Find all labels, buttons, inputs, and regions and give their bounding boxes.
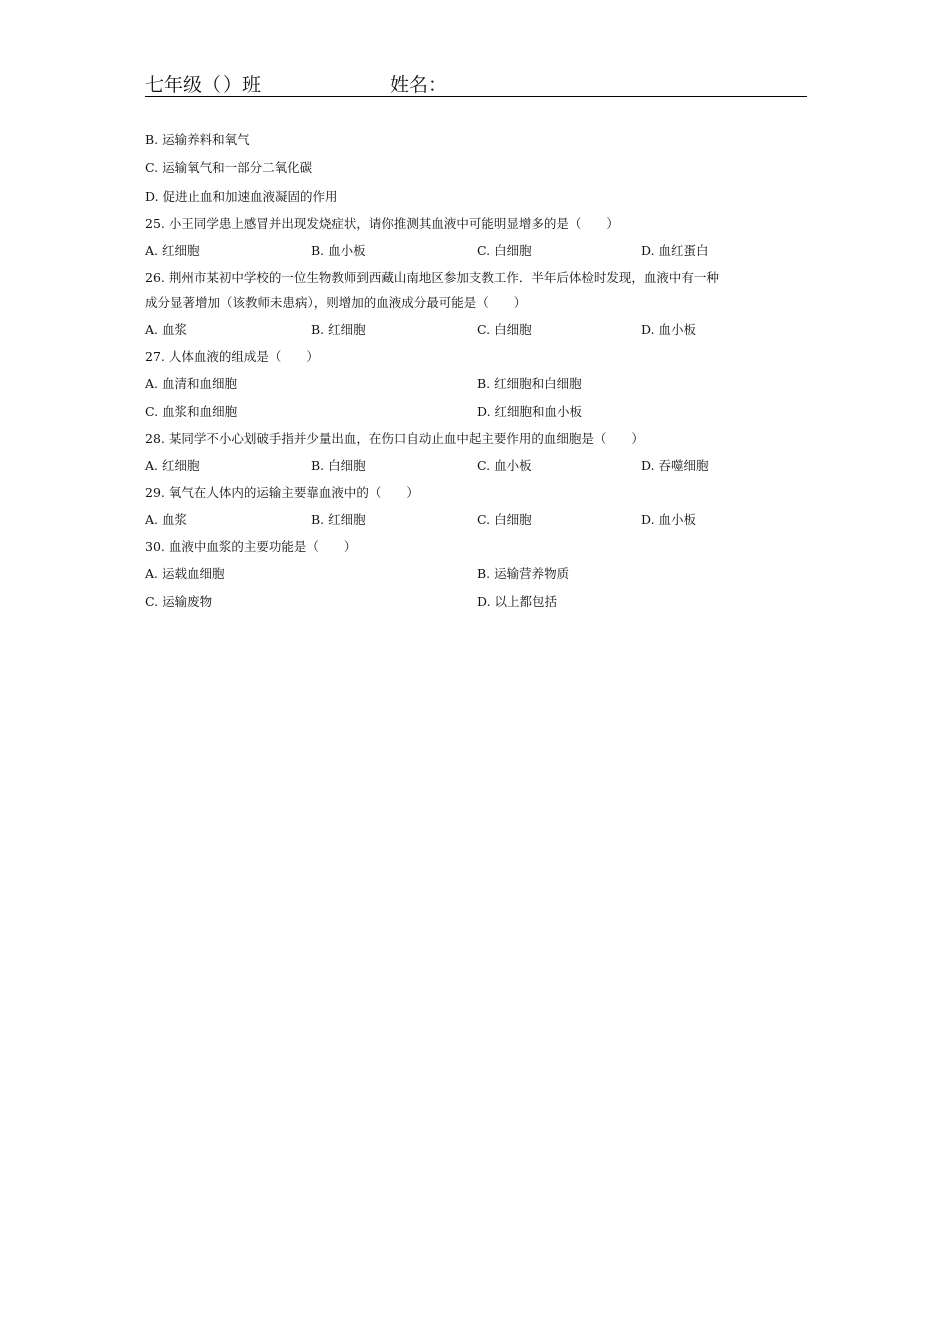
option-c: C. 白细胞 xyxy=(477,322,532,337)
option-d: D. 红细胞和血小板 xyxy=(477,404,583,419)
option-b: B. 白细胞 xyxy=(311,458,366,473)
option-a: A. 血清和血细胞 xyxy=(145,376,237,391)
option-b: B. 红细胞 xyxy=(311,512,366,527)
grade-label: 七年级（ xyxy=(145,74,222,96)
page-header xyxy=(145,70,807,97)
question-stem: 27. 人体血液的组成是（ ） xyxy=(145,349,319,364)
question-stem: 29. 氧气在人体内的运输主要靠血液中的（ ） xyxy=(145,485,419,500)
option-c: C. 运输废物 xyxy=(145,594,213,609)
option-b: B. 运输营养物质 xyxy=(477,566,570,581)
option-d: D. 血小板 xyxy=(641,512,697,527)
option-d: D. 血红蛋白 xyxy=(641,243,709,258)
option-a: A. 血浆 xyxy=(145,322,187,337)
class-label: ）班 xyxy=(223,74,262,96)
name-label: 姓名： xyxy=(390,74,448,96)
option-d: D. 促进止血和加速血液凝固的作用 xyxy=(145,189,338,204)
option-a: A. 红细胞 xyxy=(145,243,200,258)
option-a: A. 血浆 xyxy=(145,512,187,527)
option-c: C. 血浆和血细胞 xyxy=(145,404,238,419)
option-c: C. 白细胞 xyxy=(477,512,532,527)
question-stem: 30. 血液中血浆的主要功能是（ ） xyxy=(145,539,357,554)
question-stem-continued: 成分显著增加（该教师未患病），则增加的血液成分最可能是（ ） xyxy=(145,295,527,310)
option-c: C. 运输氧气和一部分二氧化碳 xyxy=(145,160,313,175)
option-b: B. 运输养料和氧气 xyxy=(145,132,250,147)
option-d: D. 血小板 xyxy=(641,322,697,337)
question-stem: 25. 小王同学患上感冒并出现发烧症状，请你推测其血液中可能明显增多的是（ ） xyxy=(145,216,619,231)
option-d: D. 吞噬细胞 xyxy=(641,458,709,473)
option-b: B. 红细胞和白细胞 xyxy=(477,376,582,391)
option-c: C. 血小板 xyxy=(477,458,532,473)
option-a: A. 运载血细胞 xyxy=(145,566,225,581)
question-stem: 26. 荆州市某初中学校的一位生物教师到西藏山南地区参加支教工作．半年后体检时发现，血液中有一种 xyxy=(145,270,719,285)
option-b: B. 血小板 xyxy=(311,243,366,258)
option-d: D. 以上都包括 xyxy=(477,594,558,609)
option-c: C. 白细胞 xyxy=(477,243,532,258)
option-b: B. 红细胞 xyxy=(311,322,366,337)
option-a: A. 红细胞 xyxy=(145,458,200,473)
question-stem: 28. 某同学不小心划破手指并少量出血，在伤口自动止血中起主要作用的血细胞是（ ） xyxy=(145,431,644,446)
